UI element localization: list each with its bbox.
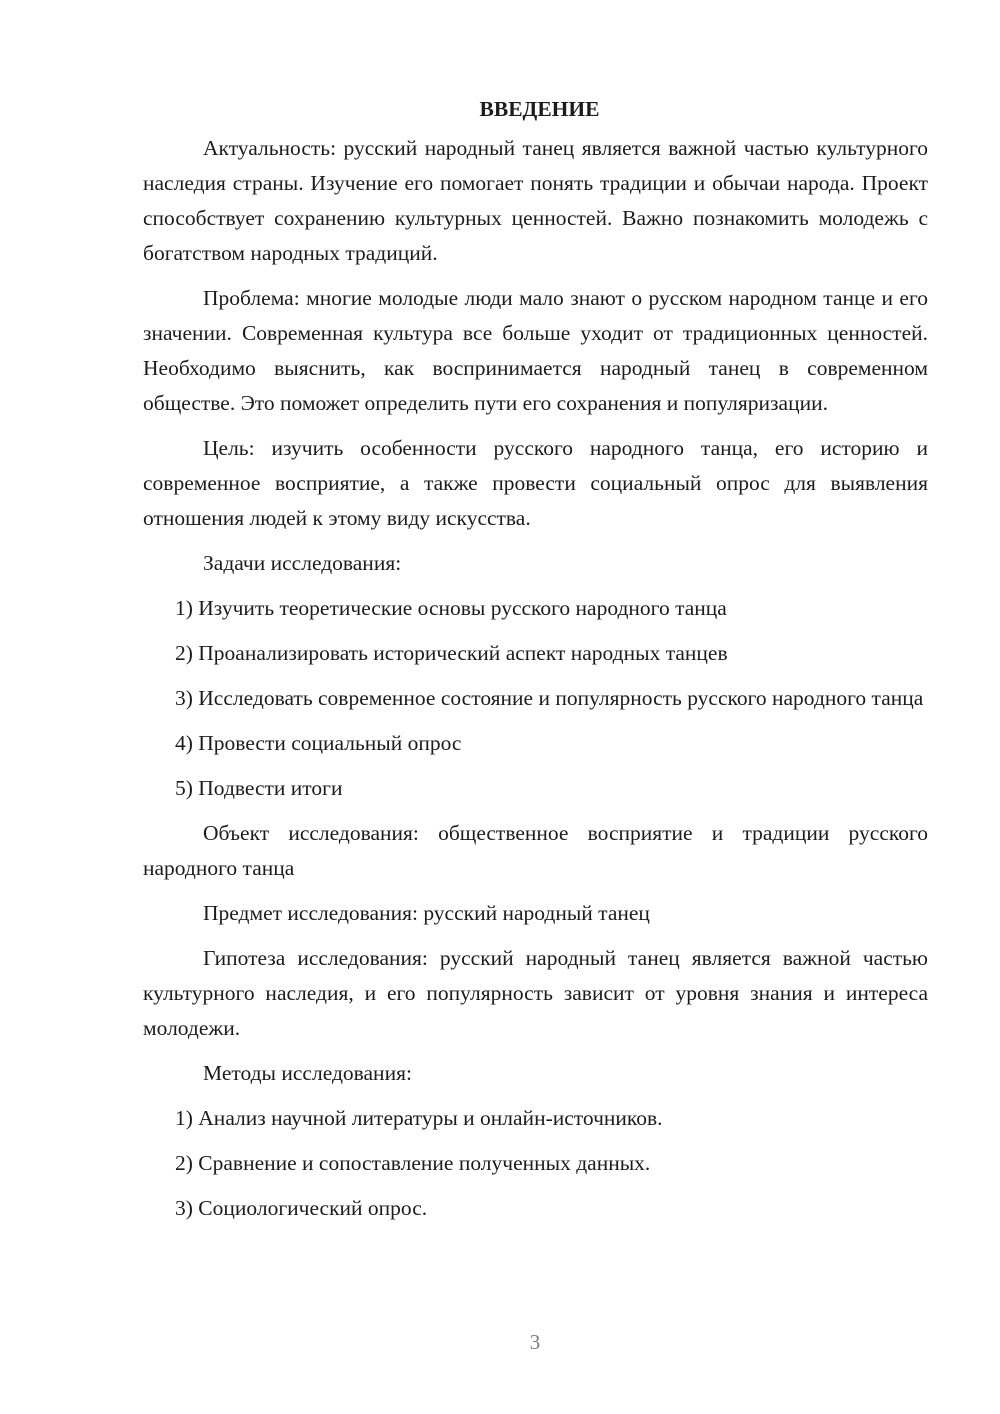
document-page bbox=[143, 92, 928, 1236]
methods-heading: Методы исследования: bbox=[203, 1061, 412, 1085]
task-item: 2) Проанализировать исторический аспект народных танцев bbox=[175, 641, 728, 665]
task-item: 4) Провести социальный опрос bbox=[175, 731, 462, 755]
method-item: 3) Социологический опрос. bbox=[175, 1196, 428, 1220]
method-item: 1) Анализ научной литературы и онлайн-источников. bbox=[175, 1106, 663, 1130]
goal-paragraph: Цель: изучить особенности русского народного танца, его историю и современное восприятие, а также провести социальный опрос для выявления отношения людей к этому виду искусства. bbox=[143, 436, 928, 530]
hypothesis-paragraph: Гипотеза исследования: русский народный танец является важной частью культурного наследия, и его популярность зависит от уровня знания и интереса молодежи. bbox=[143, 946, 928, 1040]
page-title: ВВЕДЕНИЕ bbox=[479, 97, 600, 121]
object-paragraph: Объект исследования: общественное восприятие и традиции русского народного танца bbox=[143, 821, 928, 880]
relevance-paragraph: Актуальность: русский народный танец является важной частью культурного наследия страны. Изучение его помогает понять традиции и обычаи народа. Проект способствует сохранению культурных ценностей. Важно познакомить молодежь с богатством народных традиций. bbox=[143, 136, 928, 265]
page-number: 3 bbox=[529, 1330, 541, 1354]
task-item: 3) Исследовать современное состояние и популярность русского народного танца bbox=[175, 686, 924, 710]
task-item: 5) Подвести итоги bbox=[175, 776, 343, 800]
method-item: 2) Сравнение и сопоставление полученных данных. bbox=[175, 1151, 651, 1175]
problem-paragraph: Проблема: многие молодые люди мало знают о русском народном танце и его значении. Современная культура все больше уходит от традиционных ценностей. Необходимо выяснить, как воспринимается народный танец в современном обществе. Это поможет определить пути его сохранения и популяризации. bbox=[143, 286, 928, 415]
tasks-heading: Задачи исследования: bbox=[203, 551, 402, 575]
subject-paragraph: Предмет исследования: русский народный танец bbox=[203, 901, 650, 925]
task-item: 1) Изучить теоретические основы русского народного танца bbox=[175, 596, 727, 620]
